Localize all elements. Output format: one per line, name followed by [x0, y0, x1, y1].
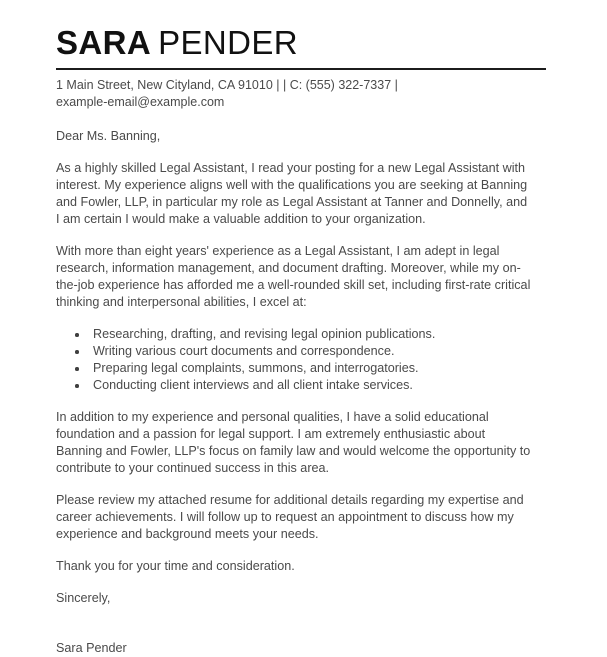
- thank-you-line: Thank you for your time and consideration.: [56, 559, 295, 573]
- applicant-last-name: PENDER: [158, 24, 299, 61]
- list-item: Conducting client interviews and all client intake services.: [75, 377, 549, 394]
- paragraph-experience: With more than eight years' experience as a Legal Assistant, I am adept in legal research, information management, and document drafting. Moreover, while my on-the-job experience has afforded me a well-rounded skill set, including first-rate critical thinking and interpersonal abilities, I excel at:: [56, 244, 531, 309]
- paragraph-followup: Please review my attached resume for additional details regarding my expertise and career achievements. I will follow up to request an appointment to discuss how my experience and background meets your needs.: [56, 493, 524, 541]
- letter-body: [56, 128, 549, 657]
- header-divider: [56, 68, 546, 70]
- letterhead: [56, 24, 549, 111]
- paragraph-education: In addition to my experience and personal qualities, I have a solid educational foundation and a passion for legal support. I am extremely enthusiastic about Banning and Fowler, LLP's focus on family law and would welcome the opportunity to contribute to your continued success in this area.: [56, 410, 531, 475]
- list-item: Writing various court documents and correspondence.: [75, 343, 549, 360]
- skills-list: [56, 326, 549, 394]
- list-item: Researching, drafting, and revising legal opinion publications.: [75, 326, 549, 343]
- signature-name: Sara Pender: [56, 641, 127, 655]
- list-item: Preparing legal complaints, summons, and interrogatories.: [75, 360, 549, 377]
- salutation: Dear Ms. Banning,: [56, 129, 161, 143]
- applicant-first-name: SARA: [56, 24, 152, 61]
- applicant-name: [56, 24, 549, 62]
- contact-line: 1 Main Street, New Cityland, CA 91010 | | C: (555) 322-7337 | example-email@example.com: [56, 78, 398, 109]
- closing-line: Sincerely,: [56, 591, 111, 605]
- paragraph-intro: As a highly skilled Legal Assistant, I read your posting for a new Legal Assistant with interest. My experience aligns well with the qualifications you are seeking at Banning and Fowler, LLP, in particular my role as Legal Assistant at Tanner and Donnelly, and I am certain I would make a valuable addition to your organization.: [56, 161, 528, 226]
